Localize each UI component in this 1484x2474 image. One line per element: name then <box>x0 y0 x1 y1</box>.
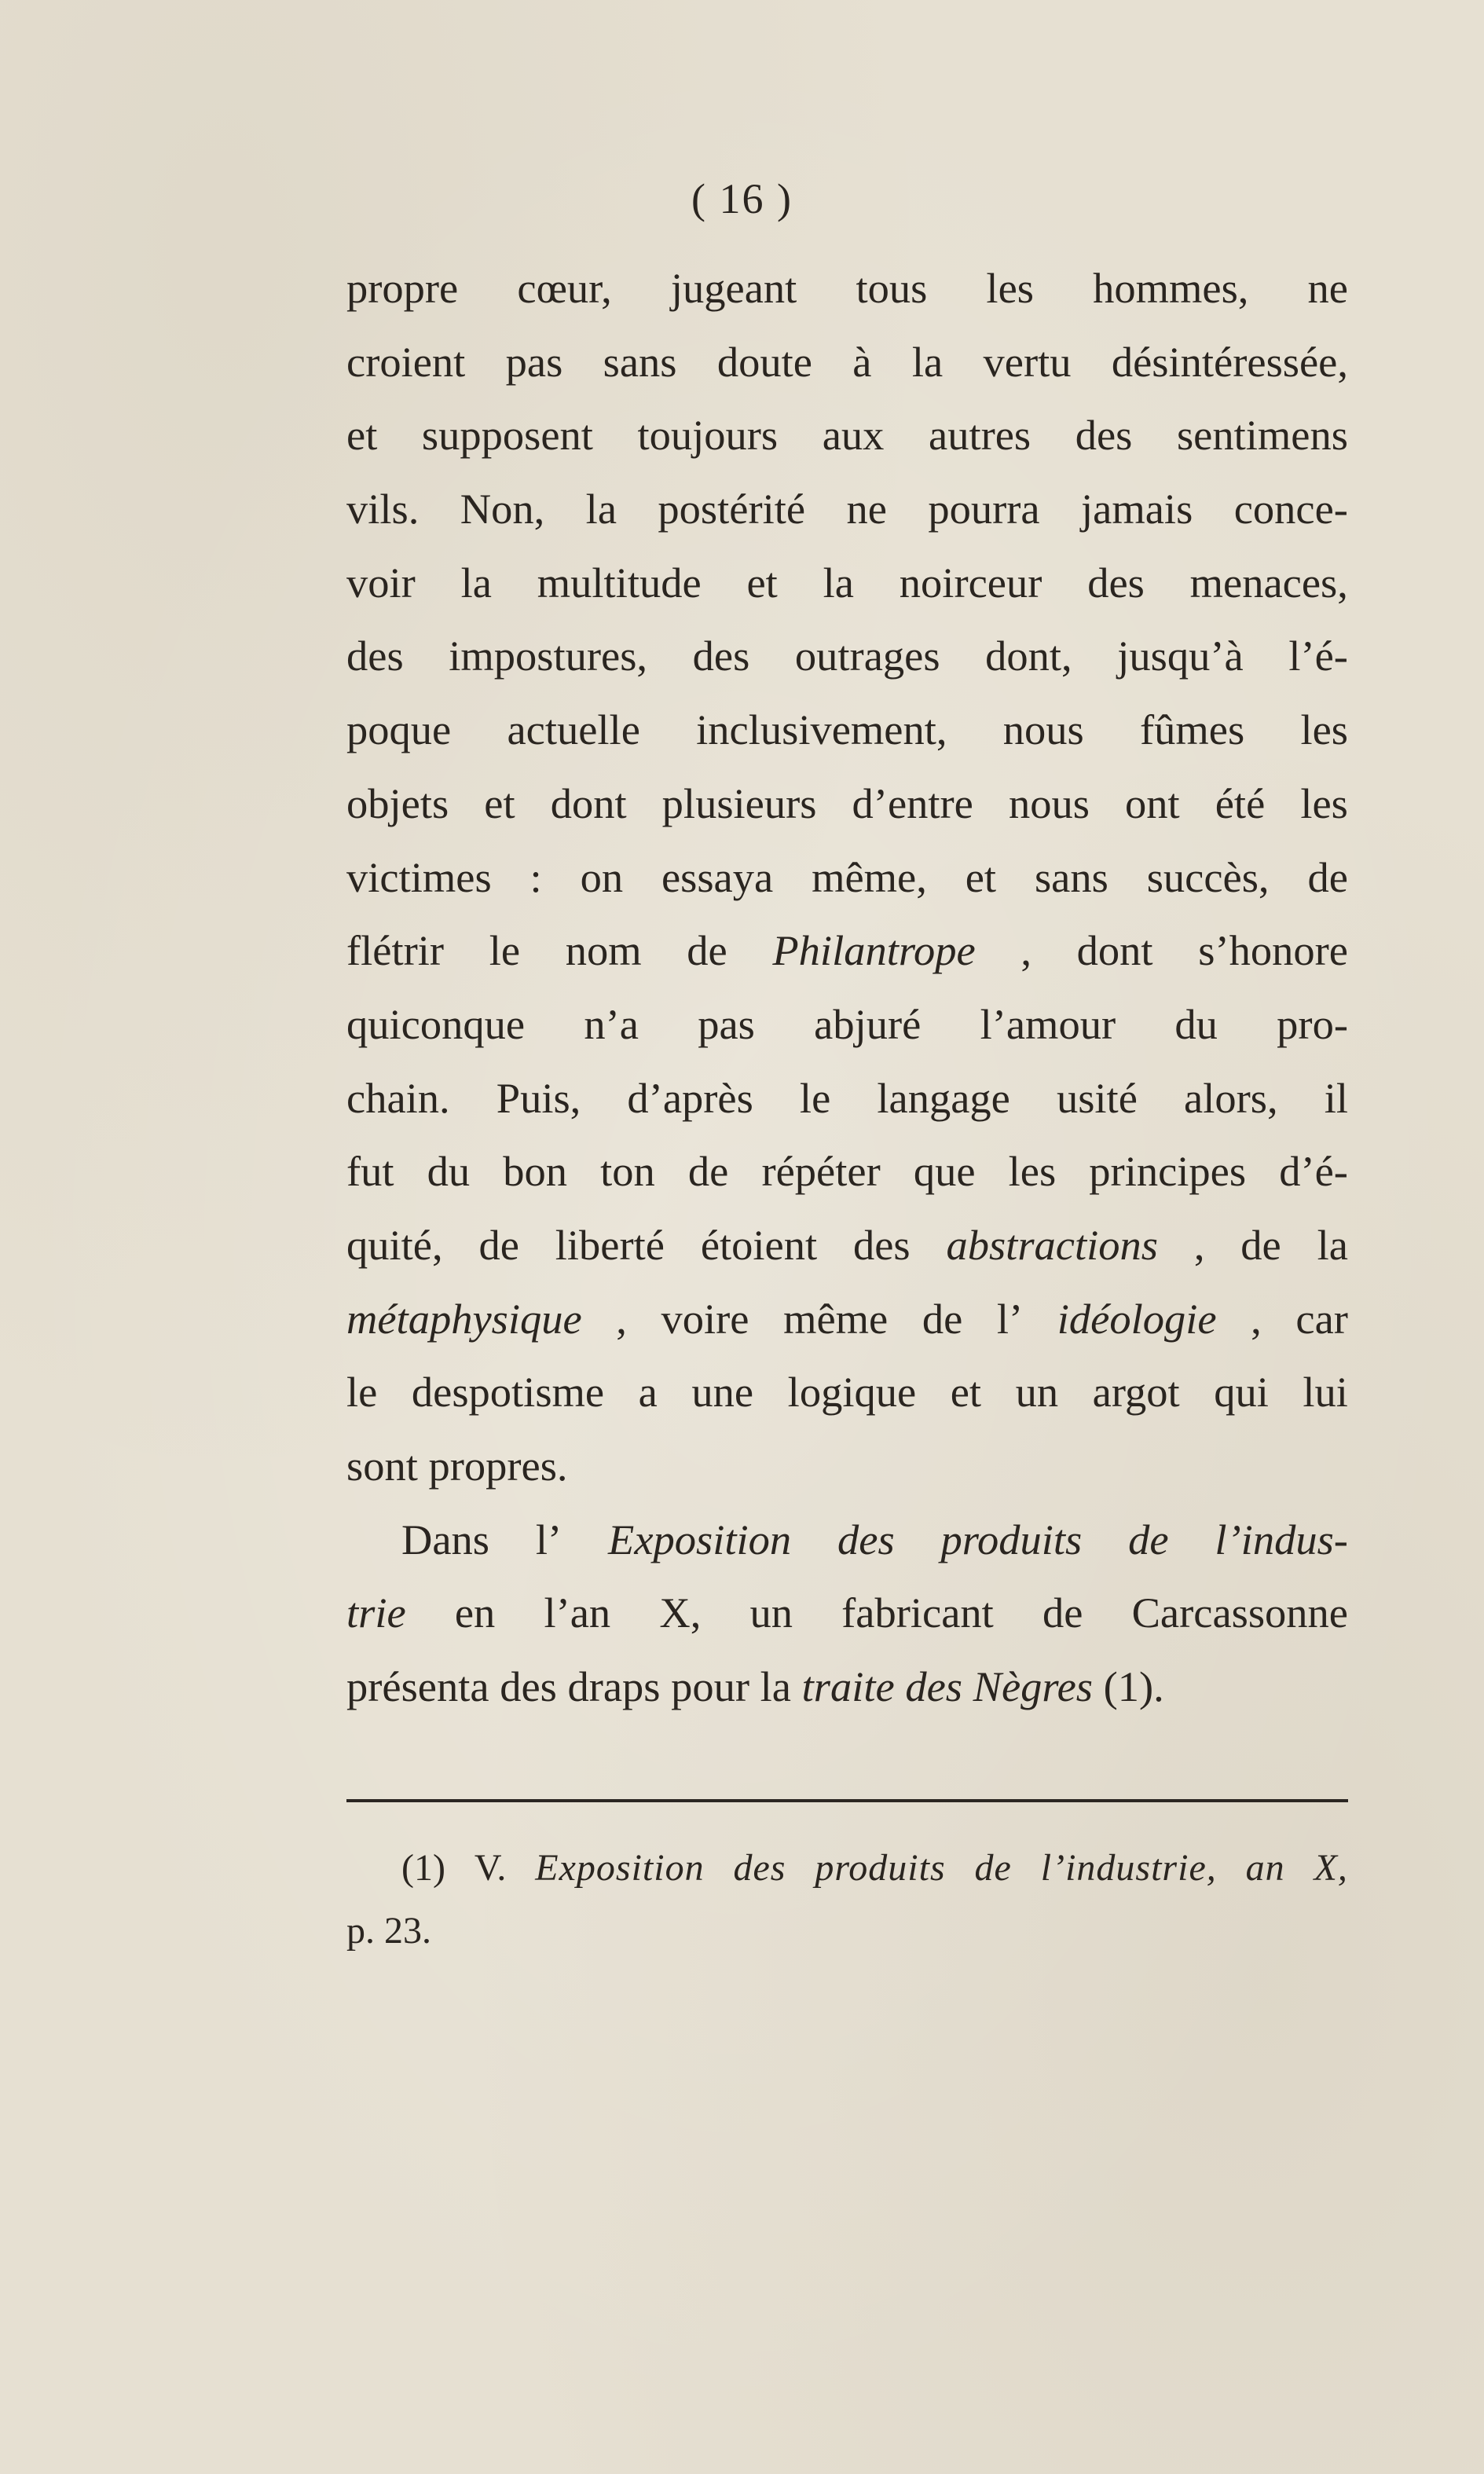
text-line <box>346 1134 1348 1208</box>
text-segment: et <box>746 558 778 607</box>
text-segment: Carcassonne <box>1131 1589 1348 1637</box>
text-line <box>346 1355 1348 1429</box>
text-segment: (1). <box>1092 1662 1164 1711</box>
text-segment: des <box>1075 411 1133 460</box>
text-segment: désintéressée, <box>1111 337 1348 386</box>
footnote-rule <box>346 1799 1348 1802</box>
text-segment: n’a <box>584 999 639 1048</box>
text-segment: V. <box>474 1847 507 1889</box>
text-line <box>346 619 1348 693</box>
text-segment: le <box>489 926 521 975</box>
text-segment: sans <box>603 337 677 386</box>
text-line <box>346 1208 1348 1282</box>
text-segment: la <box>1317 1220 1348 1269</box>
text-line <box>346 693 1348 767</box>
text-segment: , <box>616 1294 627 1343</box>
text-segment: ton <box>600 1147 655 1196</box>
text-segment: tous <box>856 264 928 312</box>
text-segment: de <box>1307 852 1348 901</box>
text-segment: nom <box>565 926 642 975</box>
text-segment: jugeant <box>670 264 797 312</box>
text-segment: et <box>965 852 997 901</box>
text-segment: même, <box>812 852 927 901</box>
text-segment: liberté <box>555 1220 665 1269</box>
text-segment: la <box>823 558 854 607</box>
text-segment: les <box>1300 706 1348 754</box>
text-segment: ne <box>1307 264 1348 312</box>
text-line <box>346 325 1348 399</box>
text-segment: présenta des draps pour la <box>346 1662 802 1711</box>
text-segment: sont propres. <box>346 1442 568 1490</box>
text-segment: chain. <box>346 1073 450 1122</box>
text-segment: et <box>950 1368 982 1417</box>
text-segment: aux <box>822 411 885 460</box>
text-segment: pas <box>505 337 563 386</box>
text-segment: cœur, <box>517 264 612 312</box>
text-segment: outrages <box>794 632 940 680</box>
text-segment: autres <box>929 411 1031 460</box>
text-segment: pourra <box>928 485 1040 533</box>
text-segment: flétrir <box>346 926 445 975</box>
text-segment: car <box>1295 1294 1348 1343</box>
italic-text: de <box>974 1847 1012 1889</box>
text-segment: sans <box>1034 852 1108 901</box>
text-segment: des <box>1087 558 1145 607</box>
text-segment: logique <box>787 1368 917 1417</box>
text-segment: dont <box>550 779 627 827</box>
text-segment: voir <box>346 558 416 607</box>
text-segment: de <box>687 926 727 975</box>
text-segment: que <box>913 1147 976 1196</box>
text-segment: étoient <box>700 1220 818 1269</box>
text-segment: la <box>911 337 944 386</box>
text-segment: argot <box>1092 1368 1180 1417</box>
text-line <box>346 1576 1348 1650</box>
text-segment: nous <box>1002 706 1084 754</box>
text-segment: lui <box>1303 1368 1348 1417</box>
text-segment: voire <box>661 1294 749 1343</box>
text-segment: une <box>691 1368 754 1417</box>
text-segment: pro- <box>1277 999 1348 1048</box>
italic-text: Exposition <box>608 1515 792 1563</box>
italic-text: X, <box>1314 1847 1348 1889</box>
text-segment: des <box>346 632 404 680</box>
text-segment: multitude <box>537 558 702 607</box>
text-line <box>346 1837 1348 1900</box>
text-segment: fûmes <box>1139 706 1245 754</box>
text-segment: le <box>799 1073 831 1122</box>
text-segment: objets <box>346 779 449 827</box>
text-segment: victimes <box>346 852 492 901</box>
text-segment: les <box>1008 1147 1057 1196</box>
text-segment: a <box>638 1368 658 1417</box>
text-segment: plusieurs <box>661 779 817 827</box>
text-segment: Puis, <box>496 1073 581 1122</box>
text-segment: les <box>1300 779 1348 827</box>
text-line <box>346 472 1348 546</box>
page-number: ( 16 ) <box>691 175 793 222</box>
text-segment: l’é- <box>1288 632 1348 680</box>
italic-text: traite des Nègres <box>801 1662 1093 1711</box>
text-segment: de <box>687 1147 729 1196</box>
text-segment: Non, <box>460 485 545 533</box>
text-segment: un <box>749 1589 793 1637</box>
text-segment: les <box>986 264 1034 312</box>
text-segment: conce- <box>1233 485 1348 533</box>
text-segment: même <box>783 1294 889 1343</box>
text-segment: succès, <box>1146 852 1270 901</box>
text-segment: vils. <box>346 485 420 533</box>
text-segment: d’après <box>627 1073 753 1122</box>
text-segment: actuelle <box>507 706 640 754</box>
text-segment: poque <box>346 706 452 754</box>
italic-text: produits <box>815 1847 946 1889</box>
text-line <box>346 1429 1348 1503</box>
italic-text: Exposition <box>535 1847 705 1889</box>
text-segment: le <box>346 1368 378 1417</box>
text-segment: et <box>346 411 378 460</box>
text-segment: des <box>852 1220 911 1269</box>
text-segment: d’entre <box>852 779 973 827</box>
text-segment: de <box>478 1220 519 1269</box>
text-segment: usité <box>1056 1073 1138 1122</box>
text-line <box>346 988 1348 1061</box>
text-segment: impostures, <box>449 632 648 680</box>
text-segment: un <box>1015 1368 1059 1417</box>
text-segment: despotisme <box>411 1368 605 1417</box>
text-segment: principes <box>1089 1147 1247 1196</box>
text-segment: vertu <box>983 337 1072 386</box>
text-segment: été <box>1215 779 1266 827</box>
text-segment: menaces, <box>1189 558 1348 607</box>
text-segment: des <box>692 632 750 680</box>
italic-text: produits <box>940 1515 1083 1563</box>
text-segment: à <box>852 337 872 386</box>
footnote <box>346 1837 1348 1963</box>
text-segment: doute <box>716 337 812 386</box>
italic-text: de <box>1128 1515 1169 1563</box>
text-segment: la <box>460 558 492 607</box>
text-segment: p. 23. <box>346 1910 431 1952</box>
text-segment: du <box>427 1147 471 1196</box>
text-segment: bon <box>503 1147 568 1196</box>
text-segment: , <box>1193 1220 1205 1269</box>
text-line <box>346 1503 1348 1577</box>
text-segment: en <box>454 1589 496 1637</box>
italic-text: l’industrie, <box>1040 1847 1217 1889</box>
text-segment: abjuré <box>814 999 922 1048</box>
text-line <box>346 914 1348 988</box>
text-segment: propre <box>346 264 459 312</box>
text-segment: , <box>1020 926 1032 975</box>
text-line <box>346 841 1348 914</box>
text-segment: répéter <box>761 1147 881 1196</box>
text-segment: quité, <box>346 1220 443 1269</box>
text-segment: inclusivement, <box>696 706 947 754</box>
text-segment: l’ <box>535 1515 562 1563</box>
text-segment: supposent <box>421 411 593 460</box>
text-segment: (1) <box>401 1847 445 1889</box>
text-line <box>346 251 1348 325</box>
italic-text: idéologie <box>1057 1294 1217 1343</box>
text-segment: il <box>1324 1073 1348 1122</box>
text-segment: quiconque <box>346 999 526 1048</box>
text-segment: l’amour <box>980 999 1116 1048</box>
text-segment: fabricant <box>841 1589 994 1637</box>
text-segment: Dans <box>401 1515 490 1563</box>
text-segment: et <box>484 779 515 827</box>
text-line <box>346 1650 1348 1724</box>
italic-text: des <box>837 1515 895 1563</box>
text-line <box>346 1900 1348 1963</box>
text-segment: la <box>585 485 617 533</box>
italic-text: l’indus- <box>1215 1515 1348 1563</box>
text-segment: postérité <box>658 485 806 533</box>
text-line <box>346 546 1348 620</box>
italic-text: Philantrope <box>772 926 976 975</box>
text-segment: langage <box>877 1073 1010 1122</box>
italic-text: an <box>1245 1847 1285 1889</box>
text-segment: fut <box>346 1147 394 1196</box>
text-segment: croient <box>346 337 466 386</box>
body-text <box>346 251 1348 1724</box>
text-segment: dont, <box>985 632 1072 680</box>
text-segment: s’honore <box>1198 926 1348 975</box>
text-line <box>346 767 1348 841</box>
text-segment: , <box>1251 1294 1262 1343</box>
text-segment: l’an <box>544 1589 611 1637</box>
text-segment: ont <box>1125 779 1180 827</box>
text-segment: hommes, <box>1093 264 1249 312</box>
text-segment: pas <box>698 999 755 1048</box>
text-segment: sentimens <box>1176 411 1348 460</box>
text-segment: toujours <box>637 411 779 460</box>
italic-text: métaphysique <box>346 1294 582 1343</box>
text-segment: X, <box>659 1589 702 1637</box>
text-segment: de <box>1240 1220 1281 1269</box>
text-segment: l’ <box>996 1294 1024 1343</box>
italic-text: trie <box>346 1589 406 1637</box>
italic-text: des <box>733 1847 786 1889</box>
text-segment: dont <box>1076 926 1153 975</box>
text-segment: : <box>529 852 542 901</box>
text-segment: jamais <box>1081 485 1193 533</box>
text-segment: qui <box>1214 1368 1269 1417</box>
text-segment: de <box>922 1294 963 1343</box>
text-segment: nous <box>1008 779 1090 827</box>
text-line <box>346 398 1348 472</box>
text-line <box>346 1061 1348 1135</box>
italic-text: abstractions <box>946 1220 1158 1269</box>
text-segment: d’é- <box>1279 1147 1348 1196</box>
text-segment: noirceur <box>899 558 1042 607</box>
text-segment: jusqu’à <box>1117 632 1244 680</box>
text-segment: alors, <box>1184 1073 1278 1122</box>
text-segment: on <box>580 852 624 901</box>
text-segment: du <box>1174 999 1218 1048</box>
text-line <box>346 1282 1348 1356</box>
text-segment: essaya <box>661 852 774 901</box>
text-segment: ne <box>846 485 887 533</box>
text-segment: de <box>1042 1589 1083 1637</box>
